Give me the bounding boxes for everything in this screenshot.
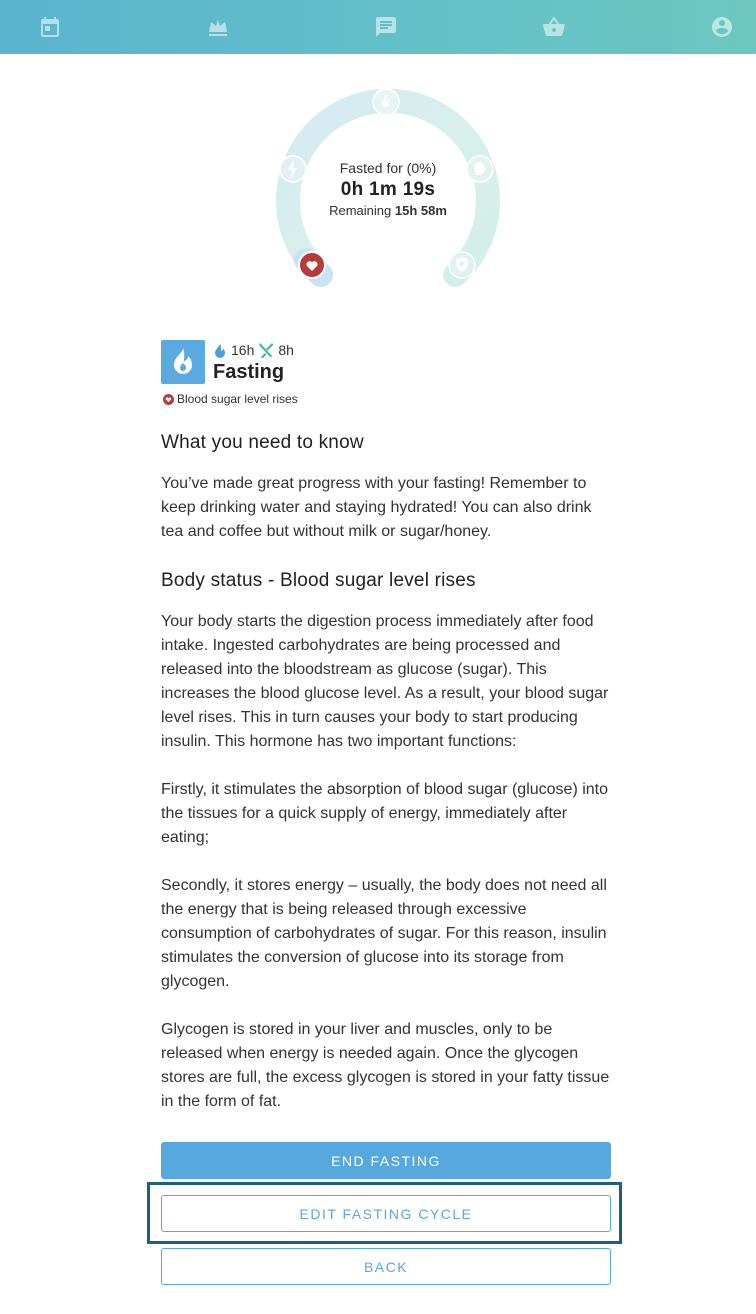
body-status-heading: Body status - Blood sugar level rises [161, 570, 476, 591]
edit-fasting-cycle-button[interactable]: EDIT FASTING CYCLE [161, 1195, 611, 1232]
crown-icon[interactable] [204, 13, 232, 41]
remaining-time [268, 203, 508, 218]
body-status-text [161, 610, 613, 1138]
phase-title: Fasting [213, 361, 285, 383]
chat-icon[interactable] [372, 13, 400, 41]
basket-icon[interactable] [540, 13, 568, 41]
fasting-hours: 16h [231, 342, 255, 358]
calendar-icon[interactable] [36, 13, 64, 41]
flame-icon [161, 340, 205, 384]
phase-header [161, 340, 613, 406]
utensils-icon [258, 342, 274, 358]
know-heading: What you need to know [161, 432, 364, 453]
body-status-paragraph: Secondly, it stores energy – usually, the body does not need all the energy that is being released through excessive consumption of carbohydrates of sugar. For this reason, insulin stimulates the conversion of glucose into its storage from glycogen. [161, 877, 607, 990]
elapsed-time: 0h 1m 19s [340, 179, 436, 200]
heart-icon [163, 394, 174, 405]
phase-status-text: Blood sugar level rises [177, 392, 298, 406]
end-fasting-button[interactable]: END FASTING [161, 1142, 611, 1179]
eating-hours: 8h [278, 342, 294, 358]
shield-marker-icon [448, 251, 476, 279]
top-nav-bar [0, 0, 756, 54]
drop-icon [213, 342, 227, 358]
body-status-paragraph: Your body starts the digestion process immediately after food intake. Ingested carbohydrates are being processed and released into the bloodstream as glucose (sugar). This increases the blood glucose level. As a result, your blood sugar level rises. This in turn causes your body to start producing insulin. This hormone has two important functions: [161, 613, 609, 750]
know-text: You’ve made great progress with your fasting! Remember to keep drinking water and staying hydrated! You can also drink tea and coffee but without milk or sugar/honey. [161, 475, 592, 540]
flame-marker-icon [372, 88, 400, 116]
remaining-value: 15h 58m [394, 203, 447, 218]
fasted-for-label: Fasted for (0%) [339, 160, 437, 176]
main-content [161, 340, 613, 1110]
remaining-label: Remaining [329, 203, 392, 218]
body-status-paragraph: Glycogen is stored in your liver and muscles, only to be released when energy is needed again. Once the glycogen stores are full, the excess glycogen is stored in your fatty tissue in the form of fat. [161, 1021, 610, 1110]
phase-status [161, 392, 298, 406]
back-button[interactable]: BACK [161, 1248, 611, 1285]
account-icon[interactable] [708, 13, 736, 41]
fasting-progress-ring [268, 82, 508, 302]
body-status-paragraph: Firstly, it stimulates the absorption of blood sugar (glucose) into the tissues for a quick supply of energy, immediately after eating; [161, 781, 609, 846]
heart-marker-icon [298, 251, 326, 279]
phase-hours [213, 340, 294, 360]
